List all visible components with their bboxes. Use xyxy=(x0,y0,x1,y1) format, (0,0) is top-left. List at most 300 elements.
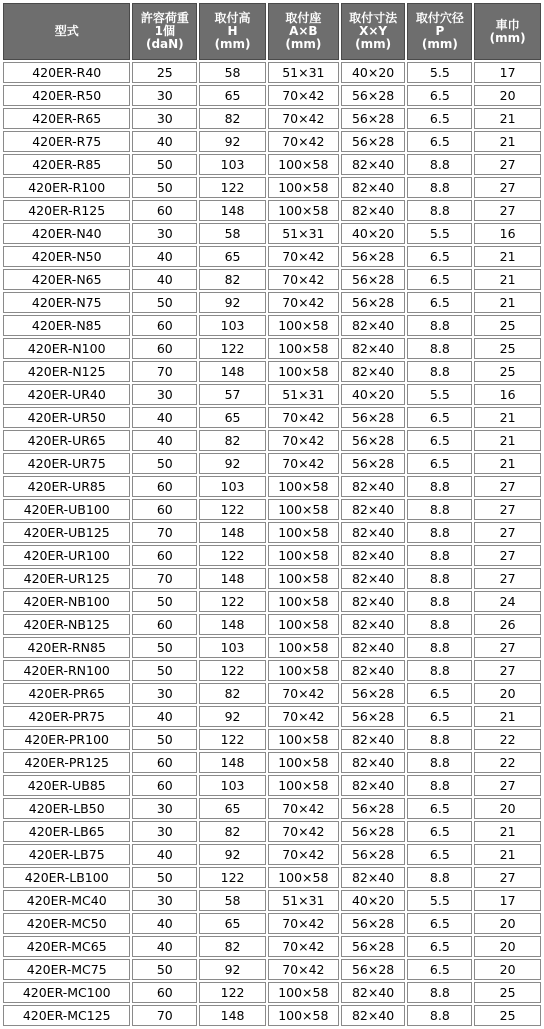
cell-col-load: 70 xyxy=(132,568,197,589)
cell-col-height: 65 xyxy=(199,246,266,267)
cell-col-hole: 6.5 xyxy=(407,108,472,129)
cell-col-load: 30 xyxy=(132,821,197,842)
cell-col-wheel-width: 21 xyxy=(474,131,541,152)
cell-col-mount: 82×40 xyxy=(341,522,406,543)
cell-col-mount: 82×40 xyxy=(341,1005,406,1026)
cell-col-model: 420ER-N65 xyxy=(3,269,130,290)
cell-col-mount: 82×40 xyxy=(341,660,406,681)
cell-col-mount: 56×28 xyxy=(341,706,406,727)
cell-col-load: 50 xyxy=(132,154,197,175)
cell-col-load: 40 xyxy=(132,430,197,451)
cell-col-height: 58 xyxy=(199,223,266,244)
cell-col-mount: 56×28 xyxy=(341,913,406,934)
cell-col-wheel-width: 20 xyxy=(474,913,541,934)
cell-col-height: 122 xyxy=(199,982,266,1003)
cell-col-height: 148 xyxy=(199,1005,266,1026)
cell-col-wheel-width: 27 xyxy=(474,476,541,497)
cell-col-base: 70×42 xyxy=(268,269,339,290)
cell-col-height: 82 xyxy=(199,936,266,957)
cell-col-load: 50 xyxy=(132,637,197,658)
cell-col-base: 70×42 xyxy=(268,430,339,451)
cell-col-hole: 8.8 xyxy=(407,177,472,198)
cell-col-wheel-width: 26 xyxy=(474,614,541,635)
cell-col-mount: 56×28 xyxy=(341,430,406,451)
cell-col-wheel-width: 22 xyxy=(474,729,541,750)
cell-col-height: 103 xyxy=(199,315,266,336)
cell-col-load: 50 xyxy=(132,177,197,198)
cell-col-wheel-width: 27 xyxy=(474,660,541,681)
cell-col-hole: 8.8 xyxy=(407,637,472,658)
header-col-wheel-width xyxy=(474,3,541,60)
cell-col-hole: 6.5 xyxy=(407,683,472,704)
table-body xyxy=(3,62,541,1026)
cell-col-model: 420ER-NB125 xyxy=(3,614,130,635)
cell-col-load: 50 xyxy=(132,660,197,681)
header-text-line: (daN) xyxy=(145,37,184,51)
table-row xyxy=(3,269,541,290)
cell-col-wheel-width: 17 xyxy=(474,62,541,83)
cell-col-base: 70×42 xyxy=(268,683,339,704)
cell-col-height: 58 xyxy=(199,62,266,83)
cell-col-model: 420ER-UB125 xyxy=(3,522,130,543)
header-text-line: (mm) xyxy=(489,30,526,45)
cell-col-wheel-width: 20 xyxy=(474,683,541,704)
cell-col-base: 100×58 xyxy=(268,154,339,175)
header-text-line: 1個 xyxy=(154,24,175,38)
cell-col-height: 122 xyxy=(199,591,266,612)
cell-col-mount: 82×40 xyxy=(341,476,406,497)
table-row xyxy=(3,545,541,566)
cell-col-wheel-width: 17 xyxy=(474,890,541,911)
cell-col-hole: 6.5 xyxy=(407,936,472,957)
table-row xyxy=(3,890,541,911)
cell-col-load: 40 xyxy=(132,706,197,727)
cell-col-load: 30 xyxy=(132,85,197,106)
cell-col-base: 70×42 xyxy=(268,453,339,474)
table-row xyxy=(3,315,541,336)
cell-col-wheel-width: 25 xyxy=(474,361,541,382)
cell-col-base: 51×31 xyxy=(268,223,339,244)
cell-col-load: 60 xyxy=(132,200,197,221)
header-text-line: (mm) xyxy=(285,37,322,51)
cell-col-height: 148 xyxy=(199,200,266,221)
header-col-load xyxy=(132,3,197,60)
cell-col-mount: 56×28 xyxy=(341,959,406,980)
cell-col-height: 148 xyxy=(199,361,266,382)
cell-col-model: 420ER-NB100 xyxy=(3,591,130,612)
cell-col-mount: 40×20 xyxy=(341,384,406,405)
cell-col-wheel-width: 20 xyxy=(474,85,541,106)
cell-col-wheel-width: 21 xyxy=(474,407,541,428)
cell-col-load: 60 xyxy=(132,476,197,497)
cell-col-hole: 8.8 xyxy=(407,568,472,589)
cell-col-hole: 6.5 xyxy=(407,85,472,106)
cell-col-hole: 6.5 xyxy=(407,407,472,428)
cell-col-model: 420ER-LB50 xyxy=(3,798,130,819)
cell-col-mount: 82×40 xyxy=(341,775,406,796)
cell-col-height: 103 xyxy=(199,637,266,658)
cell-col-base: 100×58 xyxy=(268,660,339,681)
cell-col-load: 40 xyxy=(132,131,197,152)
cell-col-base: 70×42 xyxy=(268,844,339,865)
cell-col-base: 70×42 xyxy=(268,85,339,106)
table-row xyxy=(3,453,541,474)
cell-col-hole: 6.5 xyxy=(407,430,472,451)
cell-col-hole: 5.5 xyxy=(407,384,472,405)
cell-col-model: 420ER-RN100 xyxy=(3,660,130,681)
table-row xyxy=(3,775,541,796)
cell-col-hole: 8.8 xyxy=(407,315,472,336)
cell-col-base: 100×58 xyxy=(268,637,339,658)
table-row xyxy=(3,729,541,750)
cell-col-mount: 40×20 xyxy=(341,890,406,911)
cell-col-mount: 56×28 xyxy=(341,292,406,313)
cell-col-base: 51×31 xyxy=(268,62,339,83)
cell-col-height: 58 xyxy=(199,890,266,911)
cell-col-hole: 8.8 xyxy=(407,499,472,520)
cell-col-hole: 6.5 xyxy=(407,269,472,290)
table-row xyxy=(3,499,541,520)
cell-col-model: 420ER-UR100 xyxy=(3,545,130,566)
cell-col-model: 420ER-UR40 xyxy=(3,384,130,405)
cell-col-model: 420ER-UR65 xyxy=(3,430,130,451)
cell-col-load: 50 xyxy=(132,959,197,980)
cell-col-model: 420ER-MC40 xyxy=(3,890,130,911)
cell-col-load: 70 xyxy=(132,522,197,543)
cell-col-wheel-width: 25 xyxy=(474,315,541,336)
cell-col-base: 100×58 xyxy=(268,476,339,497)
cell-col-hole: 5.5 xyxy=(407,223,472,244)
cell-col-mount: 82×40 xyxy=(341,568,406,589)
cell-col-mount: 40×20 xyxy=(341,62,406,83)
cell-col-mount: 40×20 xyxy=(341,223,406,244)
cell-col-hole: 8.8 xyxy=(407,660,472,681)
cell-col-base: 100×58 xyxy=(268,338,339,359)
cell-col-wheel-width: 25 xyxy=(474,982,541,1003)
cell-col-model: 420ER-PR75 xyxy=(3,706,130,727)
cell-col-height: 148 xyxy=(199,752,266,773)
cell-col-wheel-width: 21 xyxy=(474,453,541,474)
header-text-line: 型式 xyxy=(54,24,79,38)
cell-col-model: 420ER-MC50 xyxy=(3,913,130,934)
table-row xyxy=(3,614,541,635)
cell-col-height: 122 xyxy=(199,545,266,566)
cell-col-height: 148 xyxy=(199,614,266,635)
cell-col-wheel-width: 21 xyxy=(474,844,541,865)
cell-col-load: 60 xyxy=(132,775,197,796)
cell-col-mount: 56×28 xyxy=(341,269,406,290)
cell-col-height: 82 xyxy=(199,269,266,290)
cell-col-hole: 5.5 xyxy=(407,62,472,83)
cell-col-load: 50 xyxy=(132,729,197,750)
cell-col-wheel-width: 22 xyxy=(474,752,541,773)
table-row xyxy=(3,936,541,957)
cell-col-mount: 56×28 xyxy=(341,407,406,428)
cell-col-wheel-width: 20 xyxy=(474,959,541,980)
cell-col-hole: 8.8 xyxy=(407,361,472,382)
header-text-line: 取付高 xyxy=(214,11,251,25)
cell-col-model: 420ER-UR125 xyxy=(3,568,130,589)
cell-col-load: 40 xyxy=(132,913,197,934)
cell-col-wheel-width: 27 xyxy=(474,522,541,543)
header-row xyxy=(3,3,541,60)
header-text-line: X×Y xyxy=(359,24,388,38)
table-row xyxy=(3,867,541,888)
spec-table xyxy=(1,1,543,1028)
cell-col-load: 50 xyxy=(132,591,197,612)
cell-col-load: 30 xyxy=(132,683,197,704)
header-col-hole xyxy=(407,3,472,60)
cell-col-model: 420ER-R85 xyxy=(3,154,130,175)
cell-col-mount: 82×40 xyxy=(341,154,406,175)
cell-col-height: 148 xyxy=(199,568,266,589)
cell-col-height: 122 xyxy=(199,660,266,681)
cell-col-mount: 82×40 xyxy=(341,637,406,658)
cell-col-load: 40 xyxy=(132,936,197,957)
table-row xyxy=(3,62,541,83)
cell-col-mount: 82×40 xyxy=(341,361,406,382)
table-row xyxy=(3,407,541,428)
cell-col-height: 103 xyxy=(199,154,266,175)
table-row xyxy=(3,361,541,382)
cell-col-base: 100×58 xyxy=(268,752,339,773)
cell-col-model: 420ER-MC75 xyxy=(3,959,130,980)
cell-col-hole: 6.5 xyxy=(407,292,472,313)
cell-col-model: 420ER-N50 xyxy=(3,246,130,267)
cell-col-height: 65 xyxy=(199,798,266,819)
cell-col-height: 57 xyxy=(199,384,266,405)
header-text-line: 許容荷重 xyxy=(140,11,189,25)
cell-col-load: 40 xyxy=(132,246,197,267)
cell-col-base: 100×58 xyxy=(268,522,339,543)
table-row xyxy=(3,154,541,175)
cell-col-mount: 82×40 xyxy=(341,177,406,198)
cell-col-wheel-width: 21 xyxy=(474,246,541,267)
cell-col-wheel-width: 21 xyxy=(474,430,541,451)
cell-col-model: 420ER-UB100 xyxy=(3,499,130,520)
cell-col-hole: 8.8 xyxy=(407,982,472,1003)
header-text-line: 取付寸法 xyxy=(349,11,398,25)
cell-col-base: 100×58 xyxy=(268,867,339,888)
table-row xyxy=(3,85,541,106)
cell-col-model: 420ER-UR85 xyxy=(3,476,130,497)
table-row xyxy=(3,177,541,198)
cell-col-wheel-width: 27 xyxy=(474,177,541,198)
cell-col-height: 103 xyxy=(199,476,266,497)
cell-col-model: 420ER-UR75 xyxy=(3,453,130,474)
cell-col-hole: 8.8 xyxy=(407,545,472,566)
header-text-line: 取付座 xyxy=(285,11,322,25)
table-row xyxy=(3,246,541,267)
cell-col-model: 420ER-R125 xyxy=(3,200,130,221)
cell-col-height: 148 xyxy=(199,522,266,543)
cell-col-base: 100×58 xyxy=(268,775,339,796)
cell-col-wheel-width: 27 xyxy=(474,154,541,175)
cell-col-load: 30 xyxy=(132,890,197,911)
header-text-line: (mm) xyxy=(214,37,251,51)
cell-col-base: 70×42 xyxy=(268,246,339,267)
cell-col-hole: 6.5 xyxy=(407,959,472,980)
table-row xyxy=(3,522,541,543)
cell-col-base: 51×31 xyxy=(268,384,339,405)
cell-col-load: 60 xyxy=(132,499,197,520)
table-row xyxy=(3,131,541,152)
cell-col-height: 122 xyxy=(199,499,266,520)
cell-col-mount: 56×28 xyxy=(341,85,406,106)
cell-col-wheel-width: 21 xyxy=(474,821,541,842)
cell-col-model: 420ER-MC125 xyxy=(3,1005,130,1026)
cell-col-mount: 82×40 xyxy=(341,200,406,221)
header-col-height xyxy=(199,3,266,60)
cell-col-base: 70×42 xyxy=(268,798,339,819)
cell-col-model: 420ER-UB85 xyxy=(3,775,130,796)
table-row xyxy=(3,913,541,934)
table-row xyxy=(3,568,541,589)
cell-col-load: 60 xyxy=(132,982,197,1003)
cell-col-hole: 8.8 xyxy=(407,1005,472,1026)
cell-col-load: 60 xyxy=(132,315,197,336)
cell-col-base: 70×42 xyxy=(268,292,339,313)
cell-col-base: 100×58 xyxy=(268,361,339,382)
cell-col-load: 40 xyxy=(132,407,197,428)
cell-col-wheel-width: 27 xyxy=(474,867,541,888)
table-row xyxy=(3,660,541,681)
cell-col-height: 122 xyxy=(199,177,266,198)
table-row xyxy=(3,798,541,819)
cell-col-mount: 82×40 xyxy=(341,982,406,1003)
spec-table-container xyxy=(1,1,543,1028)
cell-col-mount: 56×28 xyxy=(341,131,406,152)
cell-col-base: 70×42 xyxy=(268,913,339,934)
cell-col-mount: 82×40 xyxy=(341,315,406,336)
cell-col-model: 420ER-LB100 xyxy=(3,867,130,888)
cell-col-hole: 8.8 xyxy=(407,522,472,543)
cell-col-base: 100×58 xyxy=(268,177,339,198)
cell-col-base: 70×42 xyxy=(268,706,339,727)
cell-col-mount: 82×40 xyxy=(341,614,406,635)
header-text-line: 車巾 xyxy=(495,17,520,32)
cell-col-hole: 8.8 xyxy=(407,752,472,773)
table-row xyxy=(3,982,541,1003)
cell-col-model: 420ER-MC65 xyxy=(3,936,130,957)
cell-col-height: 82 xyxy=(199,430,266,451)
cell-col-load: 70 xyxy=(132,1005,197,1026)
cell-col-height: 122 xyxy=(199,338,266,359)
cell-col-base: 70×42 xyxy=(268,936,339,957)
cell-col-height: 92 xyxy=(199,131,266,152)
cell-col-wheel-width: 27 xyxy=(474,568,541,589)
cell-col-mount: 56×28 xyxy=(341,246,406,267)
header-text-line: P xyxy=(435,24,445,38)
cell-col-hole: 6.5 xyxy=(407,913,472,934)
cell-col-mount: 82×40 xyxy=(341,729,406,750)
cell-col-base: 70×42 xyxy=(268,108,339,129)
cell-col-hole: 8.8 xyxy=(407,476,472,497)
cell-col-mount: 56×28 xyxy=(341,844,406,865)
table-row xyxy=(3,223,541,244)
cell-col-base: 100×58 xyxy=(268,982,339,1003)
cell-col-base: 100×58 xyxy=(268,200,339,221)
cell-col-wheel-width: 21 xyxy=(474,269,541,290)
cell-col-hole: 6.5 xyxy=(407,821,472,842)
cell-col-mount: 82×40 xyxy=(341,591,406,612)
cell-col-mount: 56×28 xyxy=(341,683,406,704)
cell-col-mount: 56×28 xyxy=(341,936,406,957)
cell-col-wheel-width: 25 xyxy=(474,338,541,359)
cell-col-model: 420ER-N75 xyxy=(3,292,130,313)
cell-col-model: 420ER-R65 xyxy=(3,108,130,129)
cell-col-load: 30 xyxy=(132,223,197,244)
cell-col-model: 420ER-LB65 xyxy=(3,821,130,842)
cell-col-model: 420ER-N40 xyxy=(3,223,130,244)
cell-col-load: 60 xyxy=(132,338,197,359)
cell-col-hole: 6.5 xyxy=(407,706,472,727)
cell-col-hole: 6.5 xyxy=(407,844,472,865)
header-col-mount xyxy=(341,3,406,60)
cell-col-hole: 8.8 xyxy=(407,775,472,796)
table-row xyxy=(3,591,541,612)
table-row xyxy=(3,292,541,313)
header-text-line: (mm) xyxy=(421,37,458,51)
cell-col-wheel-width: 21 xyxy=(474,108,541,129)
cell-col-model: 420ER-R50 xyxy=(3,85,130,106)
cell-col-hole: 6.5 xyxy=(407,453,472,474)
cell-col-mount: 82×40 xyxy=(341,499,406,520)
cell-col-hole: 6.5 xyxy=(407,246,472,267)
cell-col-load: 60 xyxy=(132,614,197,635)
cell-col-height: 65 xyxy=(199,85,266,106)
cell-col-hole: 8.8 xyxy=(407,867,472,888)
cell-col-wheel-width: 24 xyxy=(474,591,541,612)
cell-col-mount: 82×40 xyxy=(341,545,406,566)
cell-col-wheel-width: 21 xyxy=(474,292,541,313)
cell-col-load: 50 xyxy=(132,292,197,313)
table-row xyxy=(3,706,541,727)
cell-col-wheel-width: 27 xyxy=(474,775,541,796)
header-text-line: 取付穴径 xyxy=(415,11,464,25)
cell-col-height: 82 xyxy=(199,821,266,842)
cell-col-load: 60 xyxy=(132,752,197,773)
cell-col-load: 30 xyxy=(132,798,197,819)
cell-col-height: 122 xyxy=(199,729,266,750)
cell-col-height: 92 xyxy=(199,844,266,865)
cell-col-wheel-width: 27 xyxy=(474,200,541,221)
table-header xyxy=(3,3,541,60)
cell-col-model: 420ER-R75 xyxy=(3,131,130,152)
cell-col-height: 82 xyxy=(199,683,266,704)
cell-col-load: 40 xyxy=(132,844,197,865)
cell-col-model: 420ER-RN85 xyxy=(3,637,130,658)
header-text-line: H xyxy=(227,24,238,38)
cell-col-hole: 8.8 xyxy=(407,729,472,750)
cell-col-mount: 56×28 xyxy=(341,453,406,474)
cell-col-hole: 8.8 xyxy=(407,614,472,635)
cell-col-mount: 56×28 xyxy=(341,798,406,819)
cell-col-height: 65 xyxy=(199,407,266,428)
cell-col-hole: 8.8 xyxy=(407,154,472,175)
cell-col-hole: 8.8 xyxy=(407,200,472,221)
cell-col-base: 70×42 xyxy=(268,959,339,980)
cell-col-base: 70×42 xyxy=(268,821,339,842)
cell-col-load: 70 xyxy=(132,361,197,382)
cell-col-load: 50 xyxy=(132,867,197,888)
cell-col-mount: 56×28 xyxy=(341,108,406,129)
table-row xyxy=(3,384,541,405)
cell-col-base: 100×58 xyxy=(268,1005,339,1026)
cell-col-base: 100×58 xyxy=(268,614,339,635)
cell-col-base: 100×58 xyxy=(268,545,339,566)
cell-col-hole: 6.5 xyxy=(407,131,472,152)
